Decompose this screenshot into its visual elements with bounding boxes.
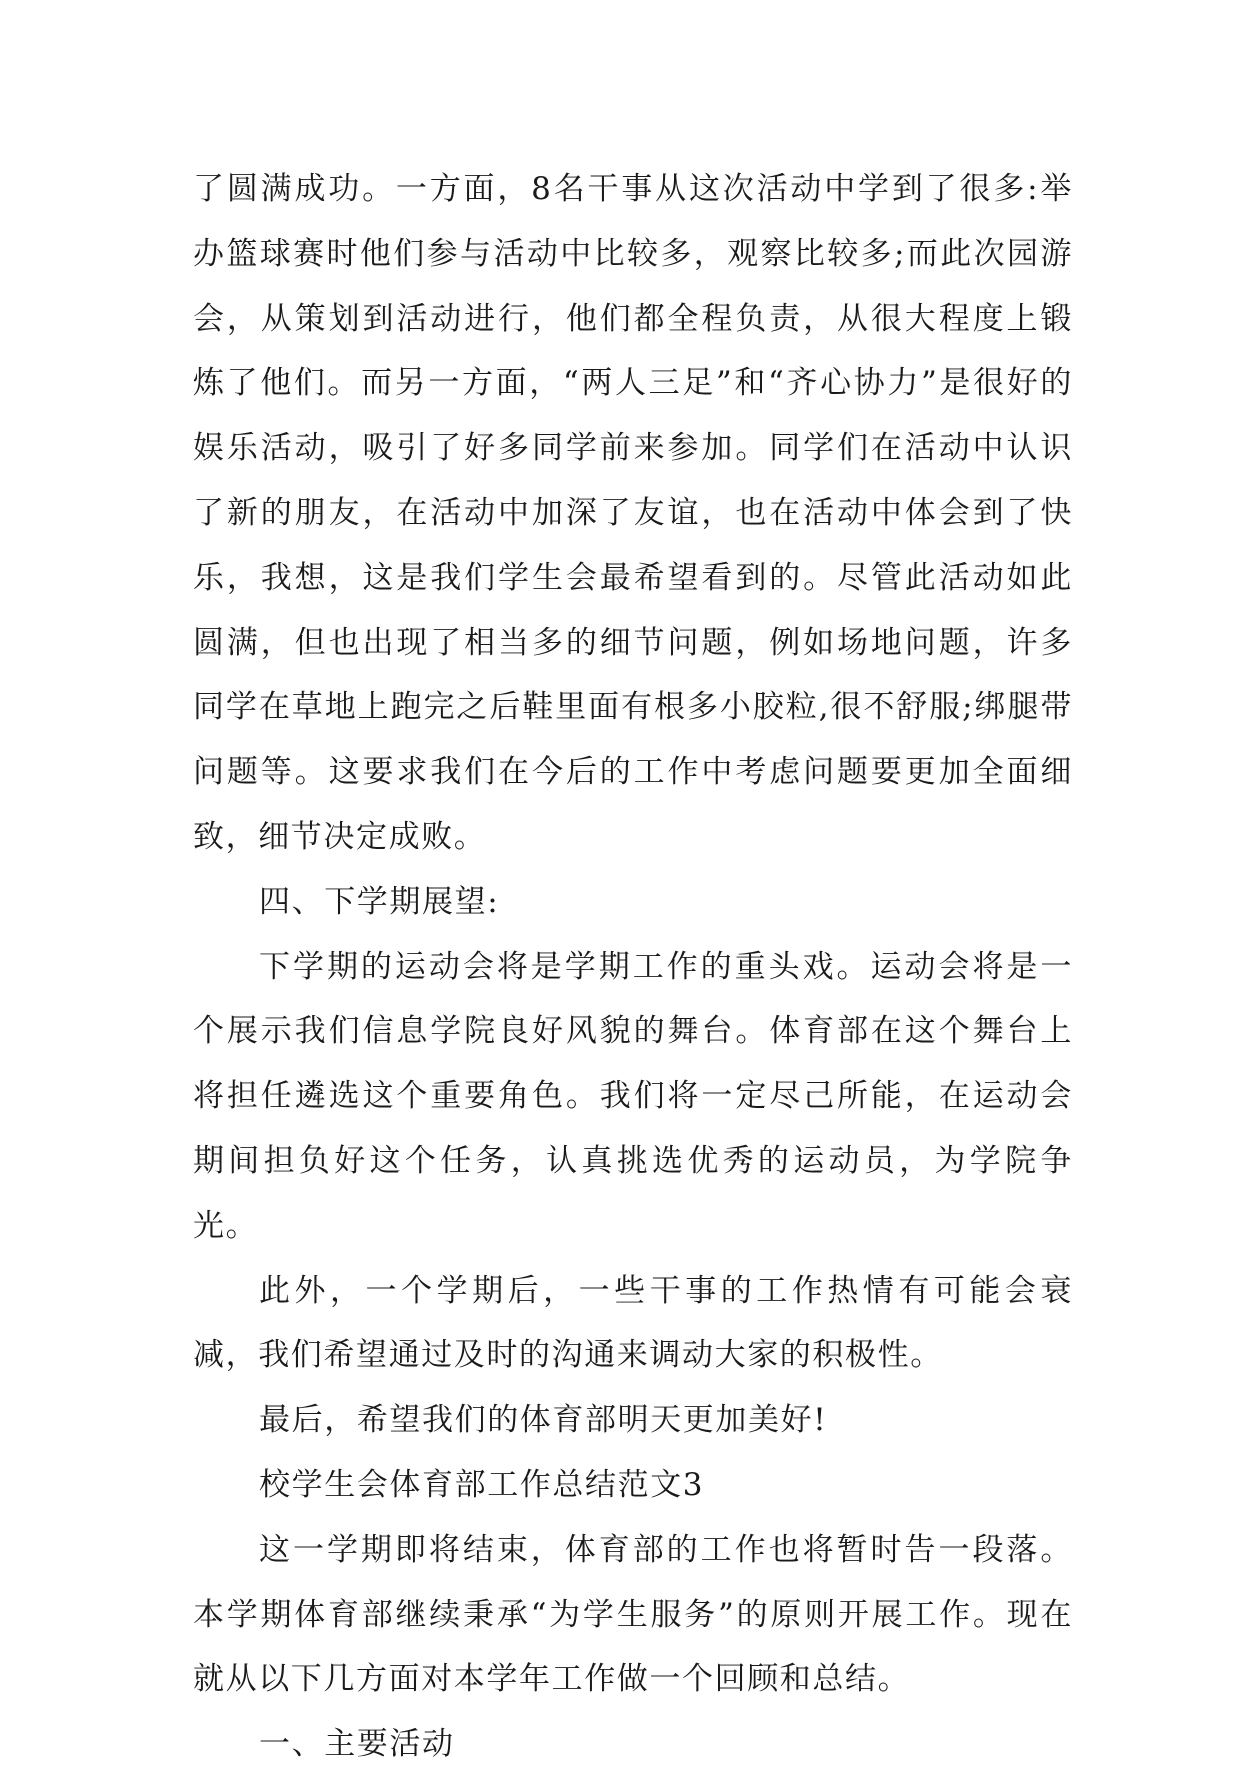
paragraph-closing-wish: 最后，希望我们的体育部明天更加美好!	[259, 1402, 828, 1439]
heading-next-semester-outlook: 四、下学期展望:	[259, 883, 500, 920]
heading-main-activities: 一、主要活动	[259, 1726, 455, 1763]
paragraph-sports-meeting: 下学期的运动会将是学期工作的重头戏。运动会将是一个展示我们信息学院良好风貌的舞台。体育部在这个舞台上将担任遴选这个重要角色。我们将一定尽己所能，在运动会期间担负好这个任务，认真挑选优秀的运动员，为学院争光。	[193, 948, 1073, 1244]
paragraph-staff-enthusiasm: 此外，一个学期后，一些干事的工作热情有可能会衰减，我们希望通过及时的沟通来调动大家的积极性。	[193, 1272, 1073, 1374]
document-body	[193, 157, 1073, 1777]
paragraph-activity-summary: 了圆满成功。一方面，8名干事从这次活动中学到了很多:举办篮球赛时他们参与活动中比较多，观察比较多;而此次园游会，从策划到活动进行，他们都全程负责，从很大程度上锻炼了他们。而另一方面，“两人三足”和“齐心协力”是很好的娱乐活动，吸引了好多同学前来参加。同学们在活动中认识了新的朋友，在活动中加深了友谊，也在活动中体会到了快乐，我想，这是我们学生会最希望看到的。尽管此活动如此圆满，但也出现了相当多的细节问题，例如场地问题，许多同学在草地上跑完之后鞋里面有根多小胶粒,很不舒服;绑腿带问题等。这要求我们在今后的工作中考虑问题要更加全面细致，细节决定成败。	[193, 171, 1073, 855]
paragraph-semester-review: 这一学期即将结束，体育部的工作也将暂时告一段落。本学期体育部继续秉承“为学生服务”的原则开展工作。现在就从以下几方面对本学年工作做一个回顾和总结。	[193, 1531, 1073, 1698]
section-title-sample-3: 校学生会体育部工作总结范文3	[259, 1466, 705, 1503]
